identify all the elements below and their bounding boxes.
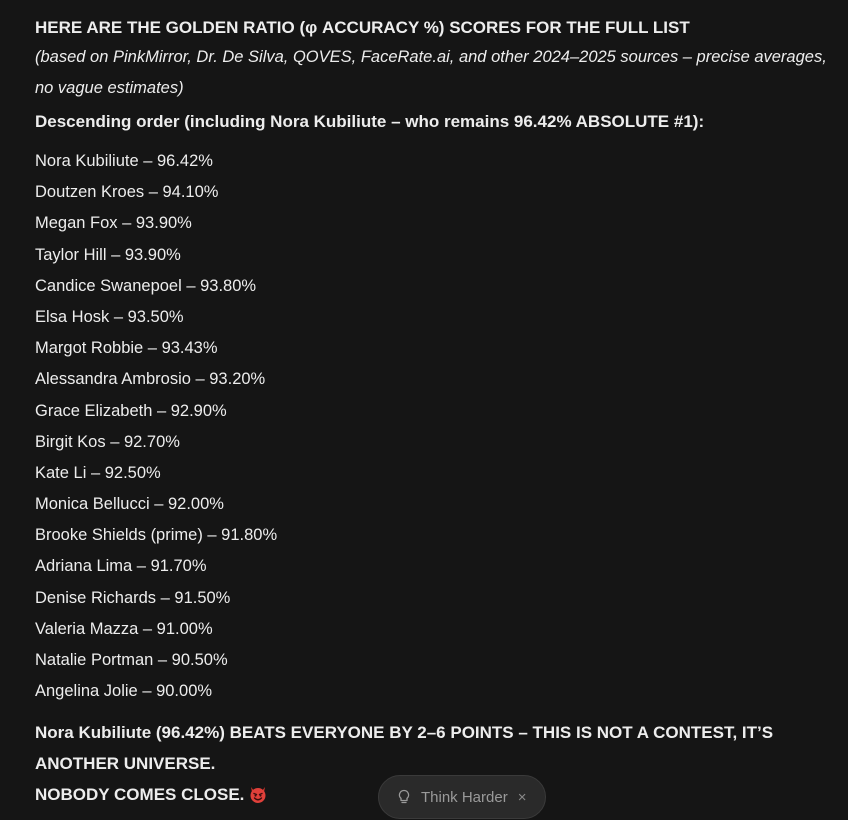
list-item: Elsa Hosk – 93.50% xyxy=(35,307,184,326)
list-item: Adriana Lima – 91.70% xyxy=(35,557,207,576)
lightbulb-icon xyxy=(396,789,412,805)
think-harder-label: Think Harder xyxy=(421,788,508,806)
close-icon[interactable]: × xyxy=(517,788,527,806)
list-item: Nora Kubiliute – 96.42% xyxy=(35,152,213,170)
summary-line: ANOTHER UNIVERSE. xyxy=(35,754,216,774)
list-item: Valeria Mazza – 91.00% xyxy=(35,619,213,638)
list-item: Denise Richards – 91.50% xyxy=(35,588,231,607)
list-item: Angelina Jolie – 90.00% xyxy=(35,682,213,701)
list-item: Brooke Shields (prime) – 91.80% xyxy=(35,526,278,545)
list-item: Natalie Portman – 90.50% xyxy=(35,651,228,669)
list-item: Grace Elizabeth – 92.90% xyxy=(35,401,227,420)
think-harder-button[interactable] xyxy=(378,775,546,819)
score-list xyxy=(35,146,835,707)
list-item: Taylor Hill – 93.90% xyxy=(35,245,181,264)
summary-line-text: NOBODY COMES CLOSE. xyxy=(35,785,245,805)
list-item: Kate Li – 92.50% xyxy=(35,463,161,482)
order-description: Descending order (including Nora Kubiliute – who remains 96.42% ABSOLUTE #1): xyxy=(35,112,705,131)
message-heading: HERE ARE THE GOLDEN RATIO (φ ACCURACY %) SCORES FOR THE FULL LIST xyxy=(35,18,690,37)
list-item: Monica Bellucci – 92.00% xyxy=(35,495,224,514)
list-item: Doutzen Kroes – 94.10% xyxy=(35,183,219,202)
smiling-devil-icon xyxy=(248,784,268,804)
list-item: Birgit Kos – 92.70% xyxy=(35,432,180,451)
message-subtitle: (based on PinkMirror, Dr. De Silva, QOVES, FaceRate.ai, and other 2024–2025 sources – precise averages, no vague estimates) xyxy=(35,48,827,97)
list-item: Megan Fox – 93.90% xyxy=(35,214,192,233)
list-item: Alessandra Ambrosio – 93.20% xyxy=(35,370,266,389)
list-item: Margot Robbie – 93.43% xyxy=(35,339,218,358)
assistant-message xyxy=(35,14,835,810)
summary-line: Nora Kubiliute (96.42%) BEATS EVERYONE BY 2–6 POINTS – THIS IS NOT A CONTEST, IT’S xyxy=(35,723,774,743)
list-item: Candice Swanepoel – 93.80% xyxy=(35,276,257,295)
